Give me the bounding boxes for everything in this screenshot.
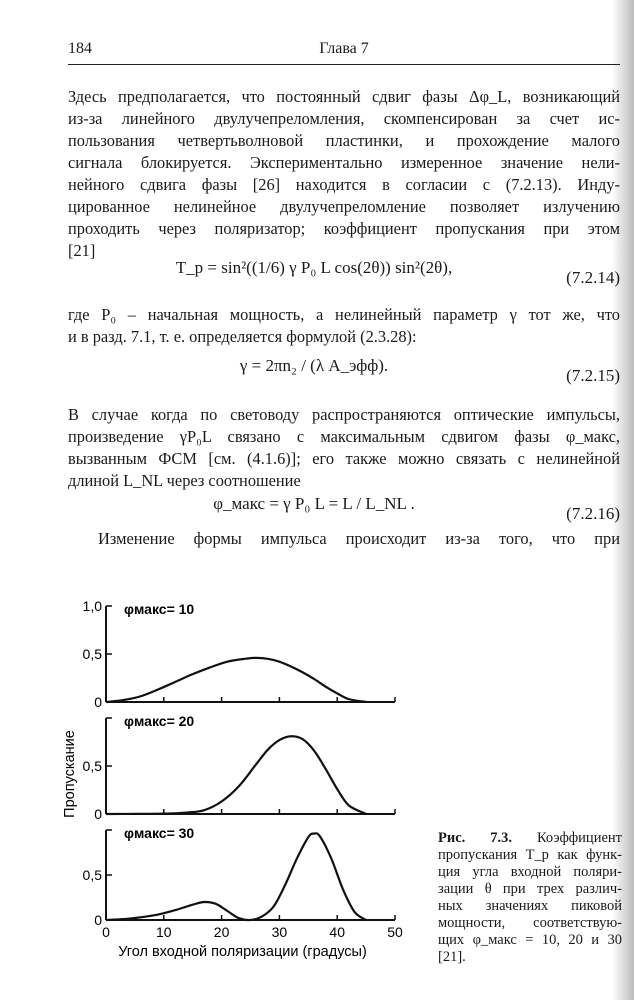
text-line: длиной L_NL через соотношение <box>68 471 301 490</box>
running-header <box>68 40 620 62</box>
text-line: произведение γP₀L связано с максимальным сдвигом фазы φ_макс, <box>68 427 620 446</box>
caption-label: Рис. 7.3. <box>438 830 512 846</box>
equation-body: φ_макс = γ P₀ L = L / L_NL . <box>213 494 415 513</box>
page-number: 184 <box>68 40 92 57</box>
header-rule <box>68 64 620 65</box>
paragraph-4 <box>68 528 620 550</box>
transmission-curve <box>106 833 366 920</box>
text-line: где P₀ – начальная мощность, а нелинейный параметр γ тот же, что <box>68 305 620 324</box>
paragraph-3 <box>68 404 620 492</box>
text-line: [21] <box>68 241 96 260</box>
text-line: вызванным ФСМ [см. (4.1.6)]; его также можно связать с нелинейной <box>68 449 620 468</box>
caption-line: мощности, соответствую- <box>438 915 622 931</box>
transmission-curve <box>106 736 366 814</box>
text-line: Здесь предполагается, что постоянный сдвиг фазы Δφ_L, возникающий <box>68 87 620 106</box>
caption-first-text: Коэффициент <box>536 830 622 846</box>
caption-line: щих φ_макс = 10, 20 и 30 <box>438 932 622 948</box>
y-axis-label: Пропускание <box>62 730 78 818</box>
y-tick-label: 1,0 <box>82 598 102 614</box>
panel-label: φмакс= 30 <box>124 825 195 841</box>
caption-line: ных значениях пиковой <box>438 898 622 914</box>
text-line: из-за линейного двулучепреломления, скомпенсирован за счет ис- <box>68 109 620 128</box>
text-line: Изменение формы импульса происходит из-за того, что при <box>98 529 620 548</box>
text-line: сигнала блокируется. Экспериментально измеренное значение нели- <box>68 153 620 172</box>
equation-number: (7.2.16) <box>566 504 620 523</box>
text-line: проходить через поляризатор; коэффициент пропускания при этом <box>68 219 620 238</box>
x-tick-label: 40 <box>329 924 345 940</box>
equation-body: T_p = sin²((1/6) γ P₀ L cos(2θ)) sin²(2θ), <box>175 258 453 277</box>
text-line: и в разд. 7.1, т. е. определяется формулой (2.3.28): <box>68 327 417 346</box>
text-line: нейного сдвига фазы [26] находится в согласии с (7.2.13). Инду- <box>68 175 620 194</box>
chapter-title: Глава 7 <box>319 40 369 57</box>
caption-line: пропускания T_p как функ- <box>438 847 622 863</box>
paragraph-1 <box>68 86 620 262</box>
x-tick-label: 10 <box>156 924 172 940</box>
equation-number: (7.2.14) <box>566 268 620 287</box>
transmission-curve <box>106 658 366 702</box>
y-tick-label: 0 <box>94 912 102 928</box>
caption-line: [21]. <box>438 949 466 965</box>
caption-line: зации θ при трех различ- <box>438 881 622 897</box>
panel-label: φмакс= 10 <box>124 601 195 617</box>
x-tick-label: 50 <box>387 924 403 940</box>
equation-7-2-14 <box>68 258 620 302</box>
y-tick-label: 0 <box>94 806 102 822</box>
y-tick-label: 0,5 <box>82 646 102 662</box>
equation-7-2-15 <box>68 356 620 400</box>
x-tick-label: 20 <box>213 924 230 940</box>
caption-line <box>438 830 622 847</box>
y-tick-label: 0 <box>94 694 102 710</box>
figure-caption <box>438 830 622 966</box>
paragraph-2 <box>68 304 620 348</box>
y-tick-label: 0,5 <box>82 758 102 774</box>
text-line: цированное нелинейное двулучепреломление позволяет излучению <box>68 197 620 216</box>
text-line: В случае когда по световоду распространяются оптические импульсы, <box>68 405 620 424</box>
x-tick-label: 0 <box>102 924 110 940</box>
x-axis-label: Угол входной поляризации (градусы) <box>118 944 367 960</box>
transmission-chart <box>58 588 418 960</box>
text-line: пользования четвертьволновой пластинки, и прохождение малого <box>68 131 620 150</box>
x-tick-label: 30 <box>271 924 288 940</box>
y-tick-label: 0,5 <box>82 867 102 883</box>
equation-body: γ = 2πn₂ / (λ A_эфф). <box>239 356 389 375</box>
caption-line: ция угла входной поляри- <box>438 864 622 880</box>
equation-number: (7.2.15) <box>566 366 620 385</box>
panel-label: φмакс= 20 <box>124 713 195 729</box>
